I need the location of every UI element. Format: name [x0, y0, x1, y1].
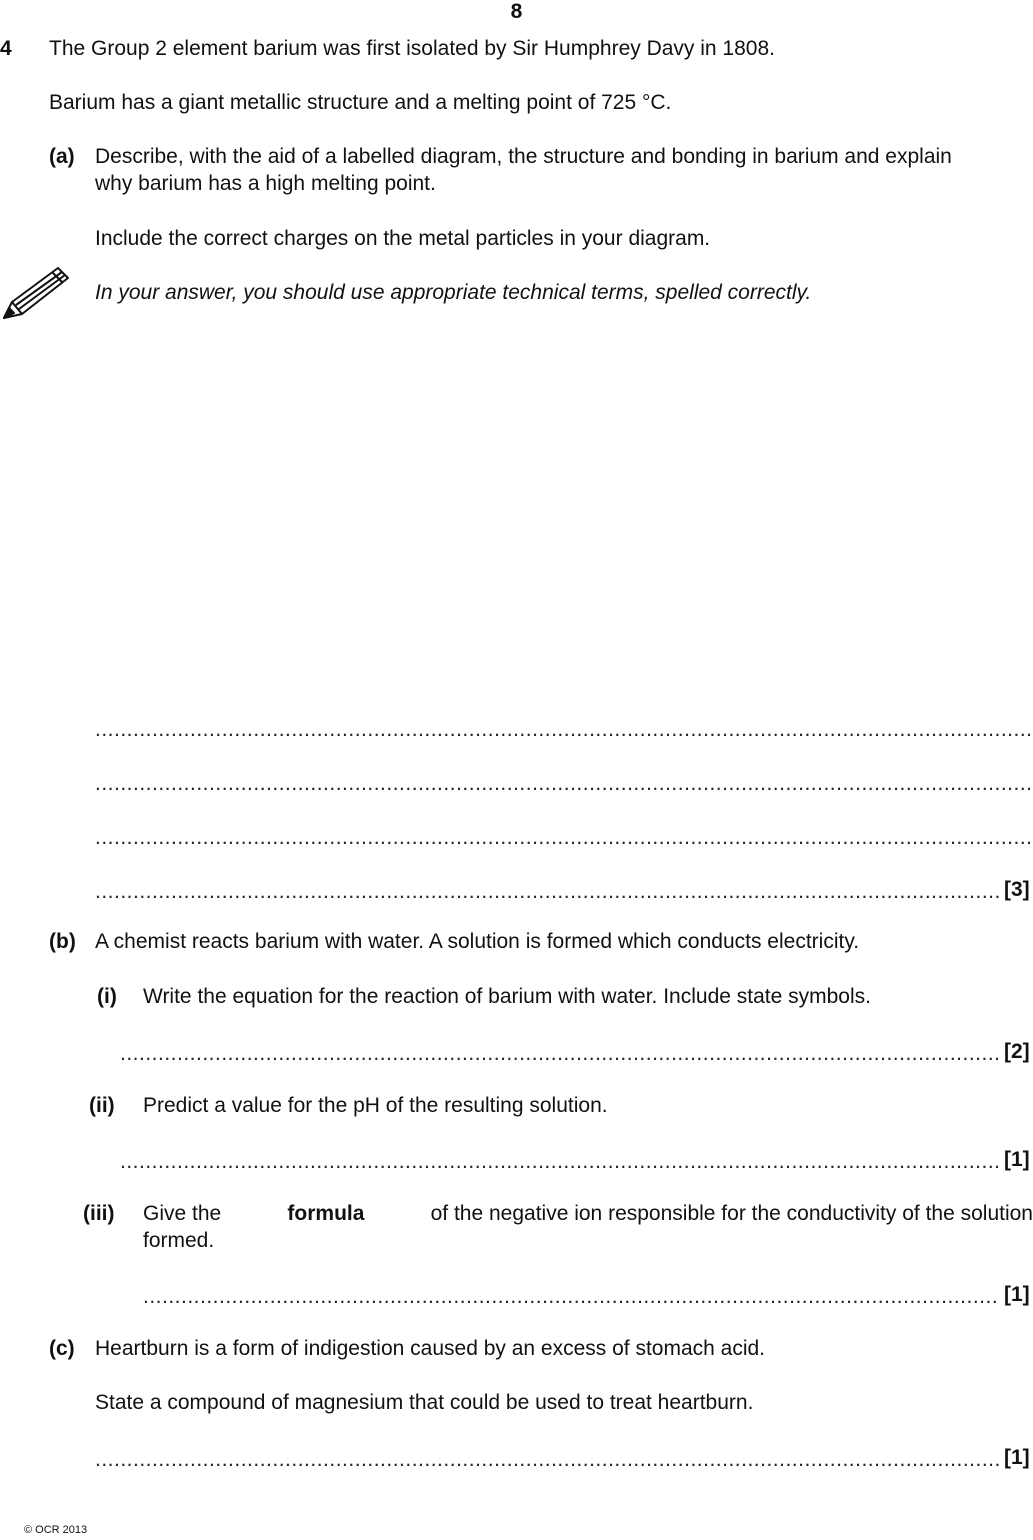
part-a-label: (a): [49, 145, 75, 168]
part-b-text: A chemist reacts barium with water. A solution is formed which conducts electricity.: [95, 930, 860, 953]
part-b-iii-text-bold: formula: [287, 1202, 365, 1225]
answer-line-a-3[interactable]: [95, 826, 1033, 850]
answer-line-a-1[interactable]: [95, 718, 1033, 742]
question-intro-2: Barium has a giant metallic structure and a melting point of 725 °C.: [49, 91, 672, 114]
part-a-marks: [3]: [1004, 878, 1030, 901]
part-a-text-line-1: Describe, with the aid of a labelled diagram, the structure and bonding in barium and explain: [95, 145, 952, 168]
answer-line-b-iii[interactable]: [143, 1285, 999, 1309]
answer-line-a-2[interactable]: [95, 772, 1033, 796]
question-intro-1: The Group 2 element barium was first isolated by Sir Humphrey Davy in 1808.: [49, 37, 775, 60]
part-b-iii-marks: [1]: [1004, 1283, 1030, 1306]
part-b-i-label: (i): [97, 985, 117, 1008]
copyright-footer: © OCR 2013: [24, 1524, 88, 1536]
part-b-iii-text-line-2: formed.: [143, 1229, 215, 1252]
part-b-ii-label: (ii): [89, 1094, 115, 1117]
answer-line-c[interactable]: [95, 1448, 999, 1472]
part-b-iii-text-before: Give the: [143, 1202, 222, 1225]
part-b-ii-marks: [1]: [1004, 1148, 1030, 1171]
pencil-icon: [0, 262, 72, 322]
part-a-instruction: Include the correct charges on the metal particles in your diagram.: [95, 227, 711, 250]
part-b-ii-text: Predict a value for the pH of the resulting solution.: [143, 1094, 608, 1117]
part-c-marks: [1]: [1004, 1446, 1030, 1469]
part-b-iii-label: (iii): [83, 1202, 115, 1225]
part-a-text-line-2: why barium has a high melting point.: [95, 172, 436, 195]
part-a-qwc-instruction: In your answer, you should use appropriate technical terms, spelled correctly.: [95, 281, 812, 304]
part-b-i-marks: [2]: [1004, 1040, 1030, 1063]
question-number: 4: [0, 37, 12, 60]
diagram-answer-space[interactable]: [95, 320, 1033, 680]
answer-line-b-i[interactable]: [120, 1042, 999, 1066]
part-b-iii-text-line-1: [143, 1202, 1033, 1226]
part-c-instruction: State a compound of magnesium that could be used to treat heartburn.: [95, 1391, 754, 1414]
part-b-iii-text-after: of the negative ion responsible for the conductivity of the solution: [430, 1202, 1033, 1225]
part-c-label: (c): [49, 1337, 75, 1360]
part-b-i-text: Write the equation for the reaction of barium with water. Include state symbols.: [143, 985, 871, 1008]
page-number: 8: [510, 0, 523, 23]
answer-line-b-ii[interactable]: [120, 1150, 999, 1174]
part-b-label: (b): [49, 930, 76, 953]
answer-line-a-4[interactable]: [95, 880, 999, 904]
part-c-text: Heartburn is a form of indigestion caused by an excess of stomach acid.: [95, 1337, 766, 1360]
